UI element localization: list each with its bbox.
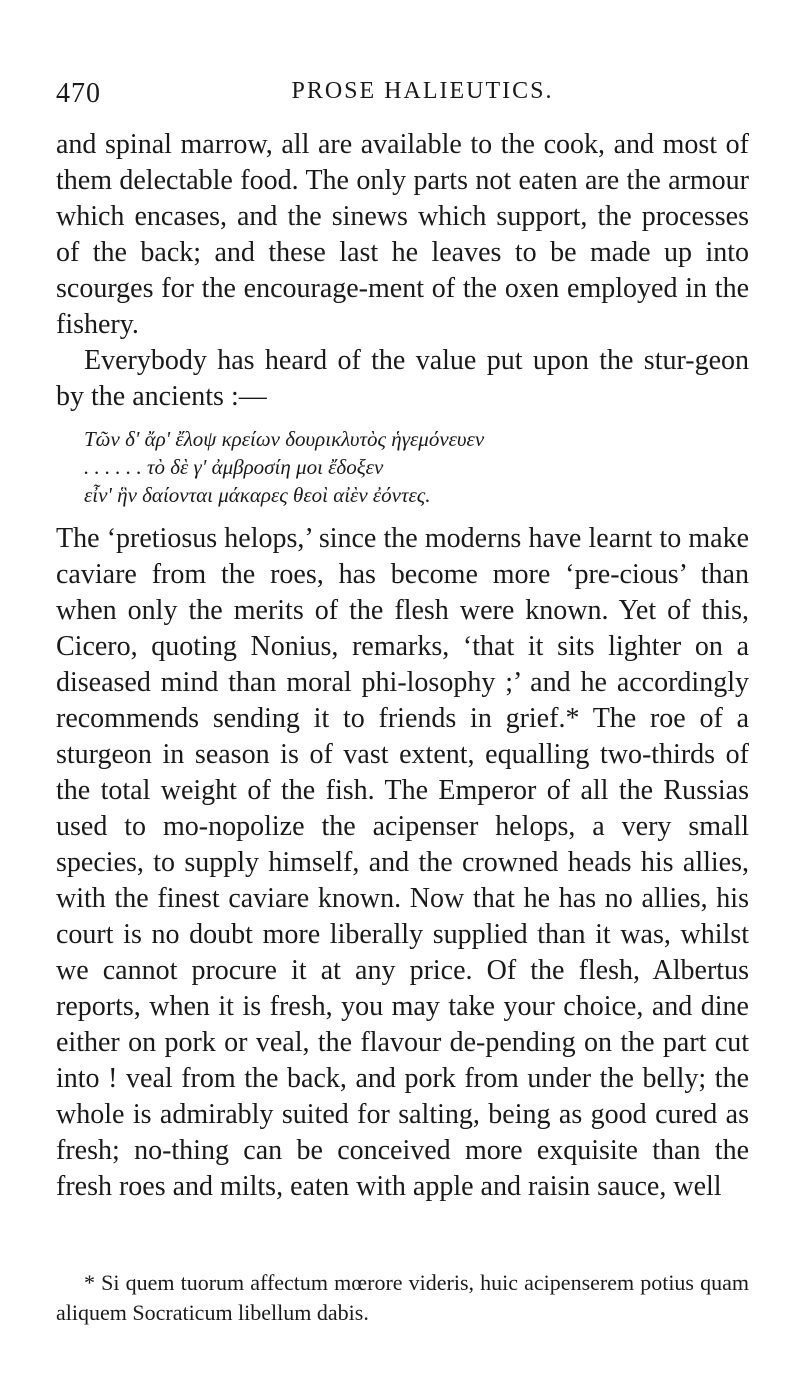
quote-line-1: Τῶν δ' ἄρ' ἔλοψ κρείων δουρικλυτὸς ἡγεμόνευεν	[84, 427, 485, 451]
paragraph-3: The ‘pretiosus helops,’ since the moderns have learnt to make caviare from the roes, has become more ‘pre-cious’ than when only the merits of the flesh were known. Yet of this, Cicero, quoting Nonius, remarks, ‘that it sits lighter on a diseased mind than moral phi-losophy ;’ and he accordingly recommends sending it to friends in grief.* The roe of a sturgeon in season is of vast extent, equalling two-thirds of the total weight of the fish. The Emperor of all the Russias used to mo-nopolize the acipenser helops, a very small species, to supply himself, and the crowned heads his allies, with the finest caviare known. Now that he has no allies, his court is no doubt more liberally supplied than it was, whilst we cannot procure it at any price. Of the flesh, Albertus reports, when it is fresh, you may take your choice, and dine either on pork or veal, the flavour de-pending on the part cut into ! veal from the back, and pork from under the belly; the whole is admirably suited for salting, being as good cured as fresh; no-thing can be conceived more exquisite than the fresh roes and milts, eaten with apple and raisin sauce, well	[56, 523, 749, 1202]
quote-line-2: . . . . . . τὸ δὲ γ' ἀμβροσίη μοι ἔδοξεν	[84, 455, 384, 479]
paragraph-2: Everybody has heard of the value put upon the stur-geon by the ancients :—	[56, 345, 749, 412]
footnote	[56, 1268, 749, 1328]
greek-quotation	[84, 425, 749, 509]
footnote-text: * Si quem tuorum affectum mœrore videris, huic acipenserem potius quam aliquem Socraticum libellum dabis.	[56, 1270, 749, 1325]
body-text	[56, 127, 749, 1205]
page-number: 470	[56, 78, 101, 109]
page-header	[56, 78, 749, 112]
paragraph-1: and spinal marrow, all are available to the cook, and most of them delectable food. The only parts not eaten are the armour which encases, and the sinews which support, the processes of the back; and these last he leaves to be made up into scourges for the encourage-ment of the oxen employed in the fishery.	[56, 129, 749, 340]
running-head: PROSE HALIEUTICS.	[291, 78, 554, 104]
quote-line-3: εἶν' ἣν δαίονται μάκαρες θεοὶ αἰὲν ἐόντες.	[84, 483, 431, 507]
